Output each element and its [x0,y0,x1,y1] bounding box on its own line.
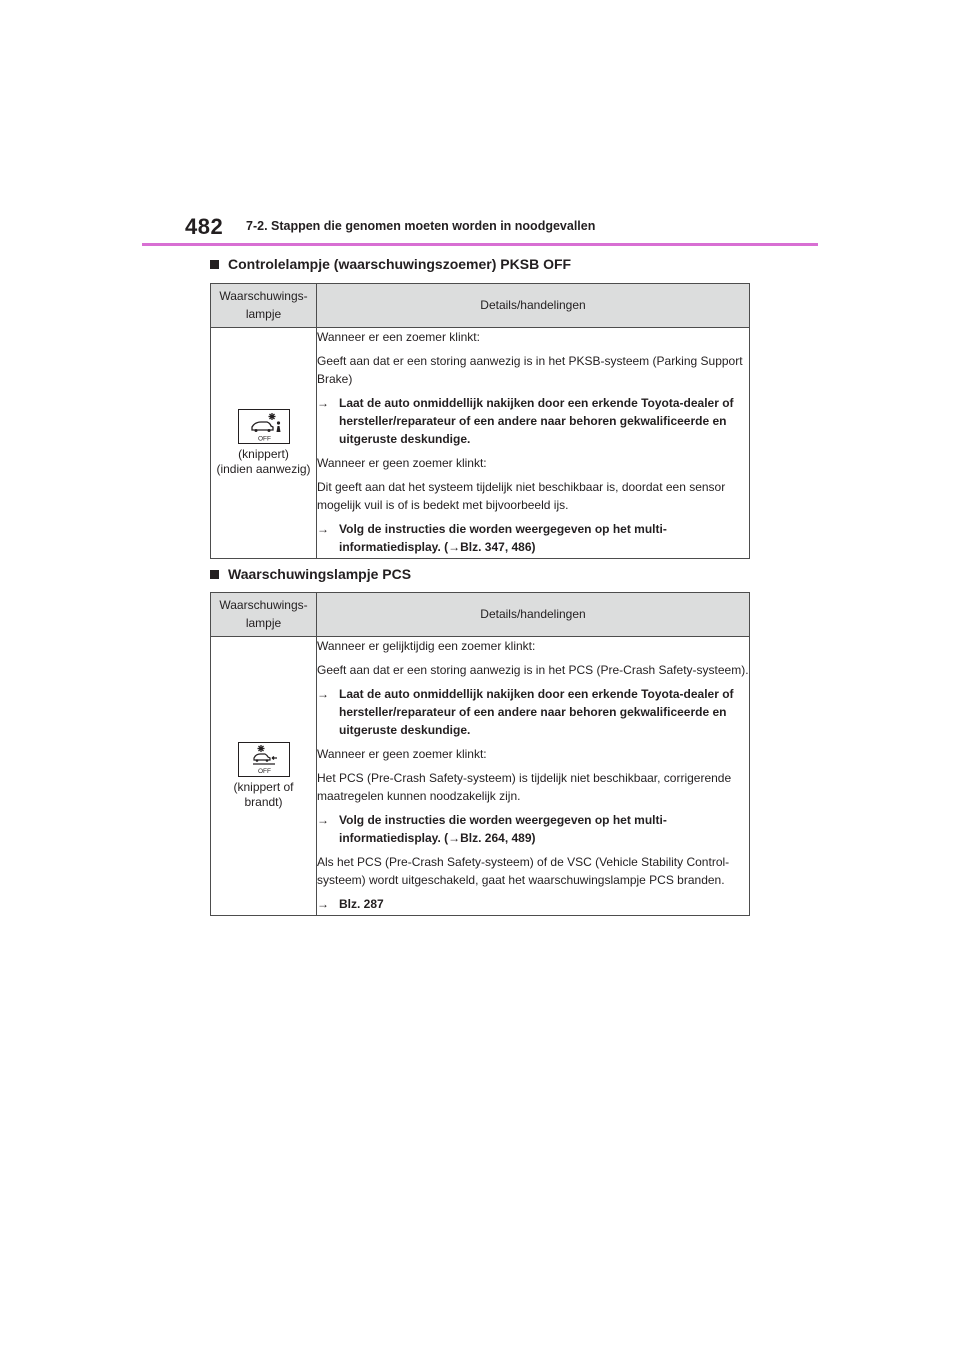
heading-text: Waarschuwingslampje PCS [228,566,412,582]
pksb-warning-table [210,283,750,559]
square-bullet-icon [210,570,219,579]
svg-text:OFF: OFF [257,768,271,775]
table-header-row [211,593,750,637]
svg-text:OFF: OFF [257,435,271,443]
lamp-caption: (knippert) (indien aanwezig) [216,447,311,476]
table-row [211,637,750,916]
lamp-cell [211,328,317,559]
arrow-right-icon: → [317,522,329,536]
description-text: Dit geeft aan dat het systeem tijdelijk niet beschikbaar is, doordat een sensor mogelijk vuil is of is bedekt met bijvoorbeeld ijs. [317,480,726,512]
lamp-caption: (knippert of brandt) [233,780,294,809]
pcs-warning-icon [238,742,290,777]
arrow-right-icon: → [317,687,329,701]
description-text: Het PCS (Pre-Crash Safety-systeem) is tijdelijk niet beschikbaar, corrigerende maatregelen kunnen noodzakelijk zijn. [317,771,732,803]
lamp-cell [211,637,317,916]
col-header-lamp: Waarschuwings- lampje [211,593,317,637]
action-text: → Laat de auto onmiddellijk nakijken door een erkende Toyota-dealer of hersteller/reparateur of een andere naar behoren gekwalificeerde en uitgeruste deskundige. [317,687,734,737]
page-number: 482 [185,214,224,239]
col-header-details: Details/handelingen [317,593,750,637]
heading-text: Controlelampje (waarschuwingszoemer) PKSB OFF [228,256,572,272]
description-text: Geeft aan dat er een storing aanwezig is in het PKSB-systeem (Parking Support Brake) [317,354,743,386]
arrow-right-icon: → [317,897,329,911]
chapter-title: 7-2. Stappen die genomen moeten worden in noodgevallen [246,219,596,233]
action-text: → Laat de auto onmiddellijk nakijken door een erkende Toyota-dealer of hersteller/reparateur of een andere naar behoren gekwalificeerde en uitgeruste deskundige. [317,396,734,446]
pksb-off-icon [238,409,290,444]
action-text: → Blz. 287 [317,897,384,911]
pcs-warning-table [210,592,750,916]
condition-text: Wanneer er geen zoemer klinkt: [317,747,487,761]
table-row [211,328,750,559]
description-text: Als het PCS (Pre-Crash Safety-systeem) of de VSC (Vehicle Stability Control-systeem) wordt uitgeschakeld, gaat het waarschuwingslampje PCS branden. [317,855,730,887]
section-heading-pcs [210,566,411,582]
col-header-lamp: Waarschuwings- lampje [211,284,317,328]
description-text: Geeft aan dat er een storing aanwezig is in het PCS (Pre-Crash Safety-systeem). [317,663,749,677]
action-text: → Volg de instructies die worden weergegeven op het multi-informatiedisplay. (→Blz. 264, 489) [317,813,667,845]
col-header-details: Details/handelingen [317,284,750,328]
details-cell [317,328,750,559]
condition-text: Wanneer er geen zoemer klinkt: [317,456,487,470]
arrow-right-icon: → [317,813,329,827]
condition-text: Wanneer er een zoemer klinkt: [317,330,480,344]
details-cell [317,637,750,916]
arrow-right-icon: → [317,396,329,410]
header-divider [142,243,818,246]
section-heading-pksb [210,256,571,272]
condition-text: Wanneer er gelijktijdig een zoemer klinkt: [317,639,536,653]
action-text: → Volg de instructies die worden weergegeven op het multi-informatiedisplay. (→Blz. 347, 486) [317,522,667,554]
square-bullet-icon [210,260,219,269]
table-header-row [211,284,750,328]
